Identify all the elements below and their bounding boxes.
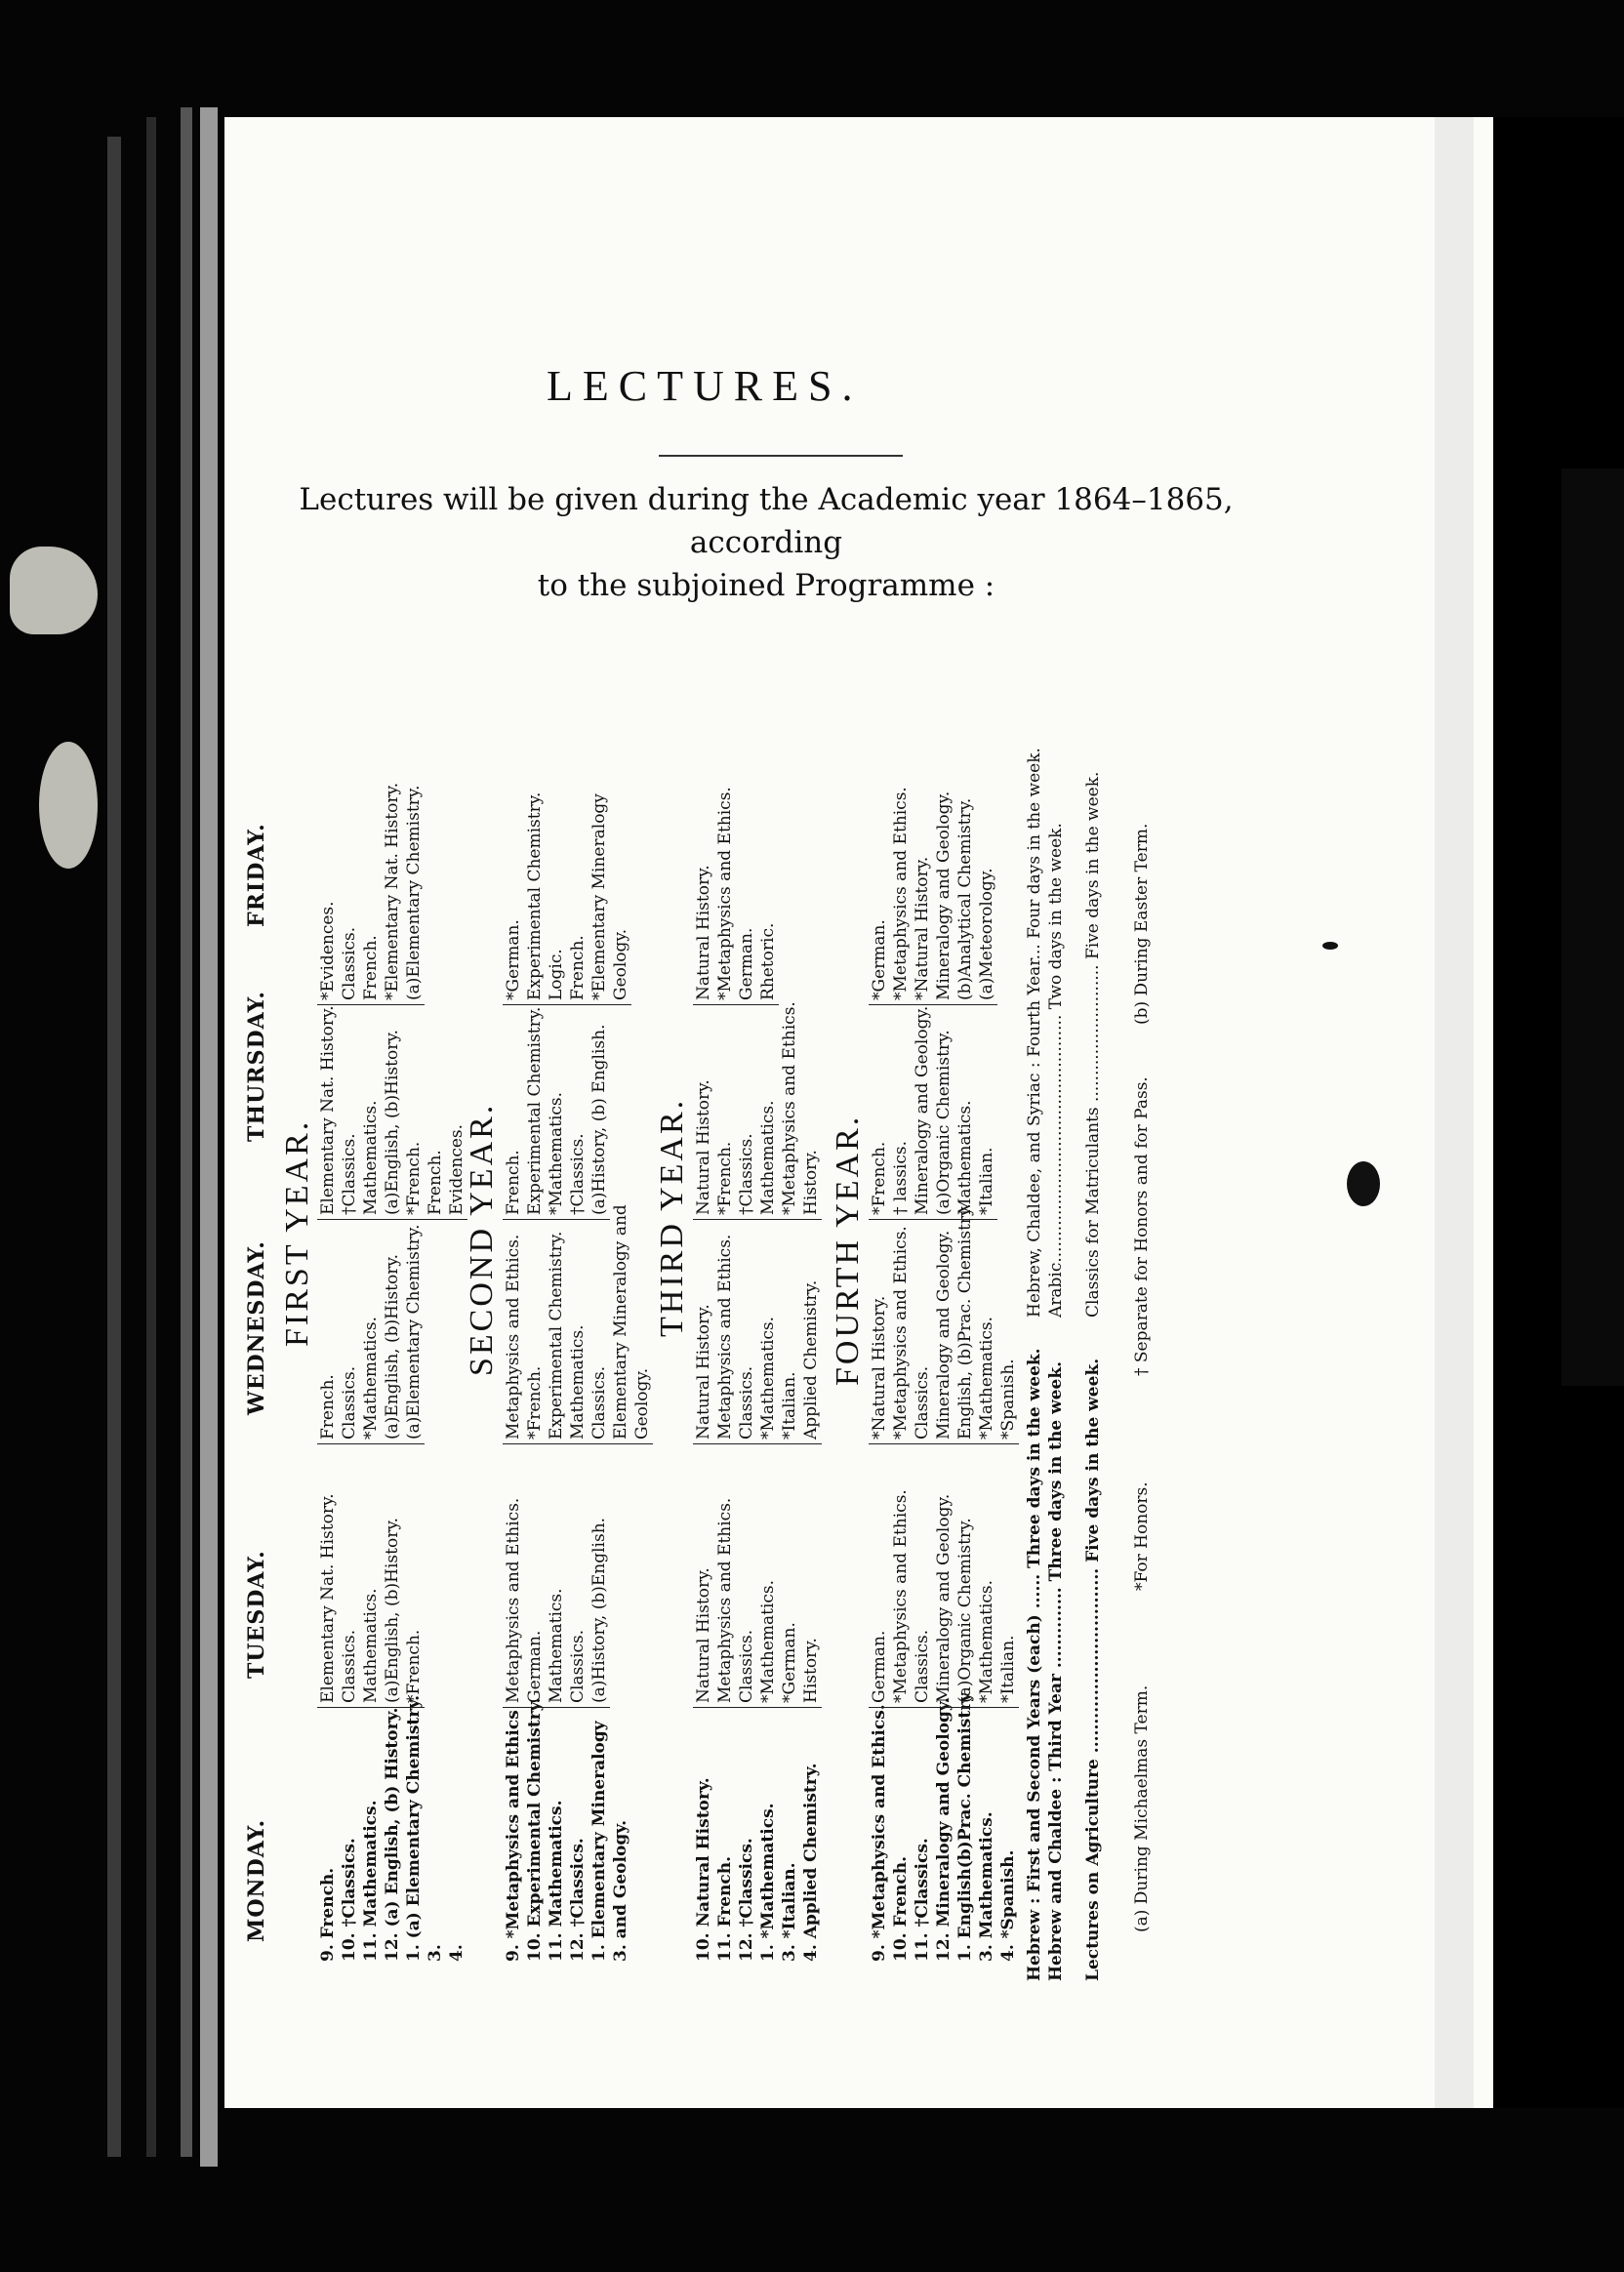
first-year-thursday — [317, 1005, 467, 1220]
lecture-entry: (a)Elementary Chemistry. — [404, 1224, 424, 1440]
lecture-entry: *Evidences. — [318, 901, 338, 1000]
lecture-entry: *French. — [404, 1141, 424, 1215]
lecture-entry: 4. Applied Chemistry. — [801, 1763, 821, 1962]
lecture-entry: Metaphysics and Ethics. — [715, 1234, 735, 1440]
lecture-entry: 11. Mathematics. — [361, 1800, 381, 1962]
lecture-entry: (a)Organic Chemistry. — [934, 1030, 954, 1215]
day-wednesday: WEDNESDAY. — [244, 1240, 269, 1415]
lecture-entry: 10. †Classics. — [340, 1838, 359, 1962]
lecture-entry: German. — [525, 1630, 545, 1703]
lecture-entry: Mathematics. — [955, 1100, 975, 1215]
day-monday: MONDAY. — [244, 1818, 269, 1942]
lecture-entry: *Natural History. — [913, 856, 932, 1000]
second-year-friday — [503, 792, 631, 1005]
lecture-entry: Experimental Chemistry. — [547, 1231, 566, 1440]
lecture-entry: Logic. — [547, 949, 566, 1000]
year-title-fourth: FOURTH YEAR. — [830, 1114, 866, 1386]
lecture-entry: 4. *Spanish. — [998, 1849, 1018, 1962]
page-edge — [200, 107, 218, 2167]
book-spine — [1562, 468, 1624, 1386]
lecture-entry: *German. — [504, 919, 523, 1000]
lecture-entry: Classics. — [913, 1629, 932, 1703]
note-matriculants: Classics for Matriculants .......................... Five days in the week. — [1083, 771, 1103, 1318]
lecture-entry: *Spanish. — [998, 1359, 1018, 1440]
note-arabic: Arabic............................................... Two days in the week. — [1046, 823, 1066, 1318]
ink-blot — [1347, 1161, 1380, 1206]
page-edge — [181, 107, 192, 2157]
lecture-entry: Rhetoric. — [758, 922, 778, 1000]
lecture-entry: Mathematics. — [361, 1588, 381, 1703]
year-title-second: SECOND YEAR. — [464, 1102, 500, 1376]
lecture-entry: *Italian. — [780, 1371, 799, 1440]
lecture-entry: Mathematics. — [361, 1100, 381, 1215]
lecture-entry: French. — [426, 1150, 445, 1215]
lecture-entry: Experimental Chemistry. — [525, 1006, 545, 1215]
lecture-entry: 9. French. — [318, 1867, 338, 1962]
lecture-entry: (a)English, (b)History. — [383, 1517, 402, 1703]
lecture-entry: *French. — [525, 1365, 545, 1440]
note-hebrew-fourth: Hebrew, Chaldee, and Syriac : Fourth Year... Four days in the week. — [1025, 748, 1044, 1318]
intro-line-2: to the subjoined Programme : — [537, 568, 995, 603]
day-thursday: THURSDAY. — [244, 990, 269, 1142]
day-header-row — [244, 693, 283, 2001]
lecture-entry: History. — [801, 1150, 821, 1215]
second-year-tuesday — [503, 1498, 610, 1708]
lecture-entry: 3. and Geology. — [611, 1819, 630, 1962]
lecture-entry: *Italian. — [977, 1147, 996, 1215]
third-year-thursday — [693, 1001, 822, 1220]
lecture-entry: German. — [870, 1630, 889, 1703]
third-year-friday — [693, 787, 779, 1005]
lecture-entry: Classics. — [340, 1629, 359, 1703]
lecture-entry: 1. *Mathematics. — [758, 1803, 778, 1962]
lecture-entry: 9. *Metaphysics and Ethics — [504, 1710, 523, 1962]
lecture-entry: *Natural History. — [870, 1295, 889, 1440]
lecture-entry: † lassics. — [891, 1140, 911, 1215]
footnote-separate: † Separate for Honors and for Pass. — [1132, 1076, 1152, 1376]
fourth-year-thursday — [869, 1006, 997, 1220]
footnote-michaelmas: (a) During Michaelmas Term. — [1132, 1684, 1152, 1932]
fourth-year-wednesday — [869, 1203, 1019, 1444]
day-friday: FRIDAY. — [244, 823, 269, 927]
lecture-entry: (a)Elementary Chemistry. — [404, 785, 424, 1000]
lecture-entry: Mathematics. — [547, 1588, 566, 1703]
lecture-entry: French. — [318, 1374, 338, 1440]
lecture-entry: *Metaphysics and Ethics. — [715, 787, 735, 1000]
lecture-entry: *Italian. — [998, 1635, 1018, 1703]
lecture-entry: *Metaphysics and Ethics. — [891, 787, 911, 1000]
lecture-entry: Classics. — [340, 1365, 359, 1440]
lecture-entry: †Classics. — [568, 1133, 588, 1215]
lecture-entry: *Mathematics. — [361, 1316, 381, 1440]
lecture-entry: Mineralogy and Geology. — [934, 1230, 954, 1440]
lecture-entry: Natural History. — [694, 1567, 713, 1703]
lecture-entry: *German. — [870, 919, 889, 1000]
lecture-entry: †Classics. — [737, 1133, 756, 1215]
lecture-entry: 11. †Classics. — [913, 1838, 932, 1962]
lecture-entry: 12. (a) English, (b) History. — [383, 1707, 402, 1962]
footnote-easter: (b) During Easter Term. — [1132, 823, 1152, 1025]
lecture-entry: †Classics. — [340, 1133, 359, 1215]
lecture-entry: 3. — [426, 1944, 445, 1962]
lecture-entry: (a)English, (b)History. — [383, 1029, 402, 1215]
page-title: LECTURES. — [547, 362, 863, 410]
lecture-entry: French. — [504, 1150, 523, 1215]
lecture-entry: *French. — [715, 1141, 735, 1215]
third-year-tuesday — [693, 1498, 822, 1708]
lecture-entry: Mathematics. — [568, 1324, 588, 1440]
lecture-entry: *Metaphysics and Ethics. — [891, 1226, 911, 1440]
lecture-entry: Classics. — [340, 926, 359, 1000]
lecture-entry: *Metaphysics and Ethics. — [780, 1001, 799, 1215]
lecture-entry: (b)Analytical Chemistry. — [955, 797, 975, 1000]
lecture-entry: Mineralogy and Geology. — [934, 1493, 954, 1703]
lecture-entry: Experimental Chemistry. — [525, 791, 545, 1000]
lecture-entry: French. — [568, 935, 588, 1000]
lecture-entry: 10. French. — [891, 1855, 911, 1962]
lecture-entry: Classics. — [913, 1365, 932, 1440]
lecture-entry: (a)History, (b) English. — [589, 1024, 609, 1215]
lecture-entry: 3. Mathematics. — [977, 1811, 996, 1962]
ink-blot — [1322, 942, 1338, 950]
lecture-entry: Mathematics. — [758, 1100, 778, 1215]
lecture-entry: French. — [361, 935, 381, 1000]
lecture-entry: 9. *Metaphysics and Ethics. — [870, 1704, 889, 1962]
lecture-entry: Classics. — [589, 1365, 609, 1440]
lecture-entry: Evidences. — [447, 1123, 467, 1215]
first-year-wednesday — [317, 1224, 425, 1444]
lecture-entry: Elementary Nat. History. — [318, 1493, 338, 1703]
torn-paper — [10, 547, 98, 634]
lecture-entry: 11. French. — [715, 1855, 735, 1962]
lecture-timetable — [244, 693, 1239, 2001]
lecture-entry: Mineralogy and Geology. — [934, 791, 954, 1000]
lecture-entry: (a)English, (b)History. — [383, 1253, 402, 1440]
lecture-entry: Mineralogy and Geology. — [913, 1005, 932, 1215]
lecture-entry: Natural History. — [694, 1304, 713, 1440]
year-title-first: FIRST YEAR. — [279, 1118, 315, 1347]
day-tuesday: TUESDAY. — [244, 1550, 269, 1679]
lecture-entry: 12. †Classics. — [568, 1838, 588, 1962]
lecture-entry: 1. (a) Elementary Chemistry. — [404, 1694, 424, 1962]
intro-text — [264, 478, 1269, 607]
page-edge — [146, 117, 156, 2157]
second-year-monday — [503, 1698, 631, 1963]
lecture-entry: 12. Mineralogy and Geology. — [934, 1697, 954, 1962]
lecture-entry: Metaphysics and Ethics. — [715, 1497, 735, 1703]
lecture-entry: *Elementary Mineralogy — [589, 793, 609, 1000]
lecture-entry: *Mathematics. — [758, 1579, 778, 1703]
footnote-honors: *For Honors. — [1132, 1481, 1152, 1591]
torn-paper — [39, 742, 98, 869]
lecture-entry: Applied Chemistry. — [801, 1279, 821, 1440]
lecture-entry: Natural History. — [694, 1079, 713, 1215]
lecture-entry: 10. Experimental Chemistry. — [525, 1697, 545, 1962]
lecture-entry: German. — [737, 927, 756, 1000]
lecture-entry: *Metaphysics and Ethics. — [891, 1489, 911, 1703]
lecture-entry: English, (b)Prac. Chemistry. — [955, 1203, 975, 1440]
lecture-entry: *Mathematics. — [758, 1316, 778, 1440]
lecture-entry: *Mathematics. — [977, 1316, 996, 1440]
lecture-entry: (a)History, (b)English. — [589, 1517, 609, 1703]
lecture-entry: 12. †Classics. — [737, 1838, 756, 1962]
note-hebrew-third: Hebrew and Chaldee : Third Year .............. Three days in the week. — [1046, 1360, 1066, 1981]
page-edge — [107, 137, 121, 2157]
lecture-entry: Classics. — [737, 1629, 756, 1703]
lecture-entry: (a)Organic Chemistry. — [955, 1518, 975, 1703]
title-rule — [659, 455, 903, 457]
first-year-tuesday — [317, 1493, 425, 1708]
lecture-entry: Metaphysics and Ethics. — [504, 1497, 523, 1703]
first-year-monday — [317, 1695, 467, 1962]
lecture-entry: 3. *Italian. — [780, 1862, 799, 1962]
second-year-thursday — [503, 1007, 610, 1220]
note-agriculture: Lectures on Agriculture ................................ Five days in the week. — [1083, 1358, 1103, 1981]
lecture-entry: Classics. — [568, 1629, 588, 1703]
lecture-entry: Geology. — [632, 1367, 652, 1440]
lecture-entry: (a)Meteorology. — [977, 868, 996, 1000]
note-hebrew-first-second: Hebrew : First and Second Years (each) ...... Three days in the week. — [1025, 1348, 1044, 1981]
lecture-entry: Elementary Nat. History. — [318, 1005, 338, 1215]
lecture-entry: 10. Natural History. — [694, 1777, 713, 1962]
first-year-friday — [317, 783, 425, 1005]
lecture-entry: *French. — [870, 1141, 889, 1215]
lecture-entry: Natural History. — [694, 865, 713, 1000]
lecture-entry: 11. Mathematics. — [547, 1800, 566, 1962]
lecture-entry: Geology. — [611, 928, 630, 1000]
second-year-wednesday — [503, 1204, 653, 1444]
lecture-entry: Metaphysics and Ethics. — [504, 1234, 523, 1440]
lecture-entry: 1. English(b)Prac. Chemistry — [955, 1691, 975, 1962]
third-year-monday — [693, 1763, 822, 1962]
third-year-wednesday — [693, 1235, 822, 1444]
lecture-entry: *Elementary Nat. History. — [383, 782, 402, 1000]
lecture-entry: History. — [801, 1638, 821, 1703]
lecture-entry: Elementary Mineralogy and — [611, 1204, 630, 1440]
lecture-entry: *German. — [780, 1622, 799, 1703]
fourth-year-tuesday — [869, 1489, 1019, 1708]
lecture-entry: *Mathematics. — [977, 1579, 996, 1703]
lecture-entry: 1. Elementary Mineralogy — [589, 1721, 609, 1962]
fourth-year-friday — [869, 787, 997, 1005]
page-margin — [1435, 117, 1474, 2108]
intro-line-1: Lectures will be given during the Academic year 1864–1865, according — [299, 482, 1234, 560]
fourth-year-monday — [869, 1692, 1019, 1962]
lecture-entry: *Mathematics. — [547, 1091, 566, 1215]
lecture-entry: Classics. — [737, 1365, 756, 1440]
lecture-entry: 4. — [447, 1944, 467, 1962]
lecture-entry: *French. — [404, 1629, 424, 1703]
year-title-third: THIRD YEAR. — [654, 1097, 690, 1337]
